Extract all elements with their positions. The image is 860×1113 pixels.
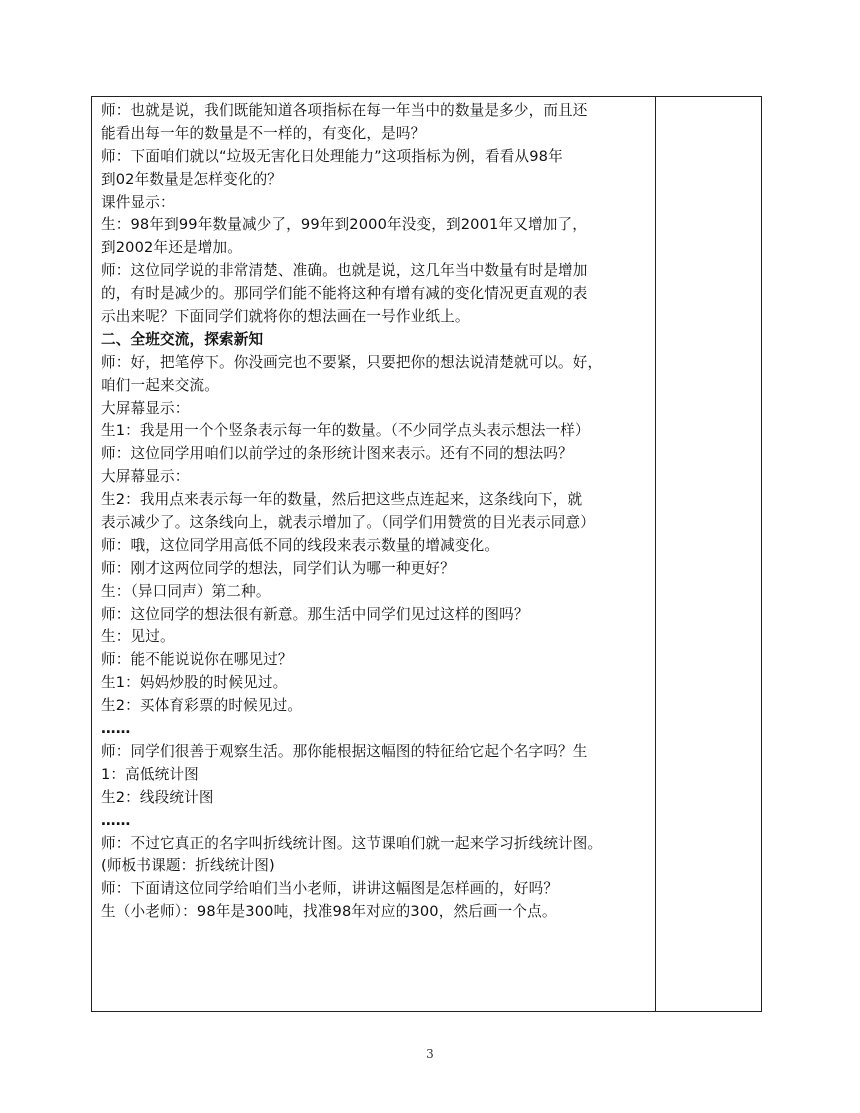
text-line: 师：同学们很善于观察生活。那你能根据这幅图的特征给它起个名字吗？生 [101, 742, 588, 760]
text-line: 生1：妈妈炒股的时候见过。 [101, 674, 288, 692]
column-divider [655, 96, 656, 1012]
text-line: 示出来呢？下面同学们就将你的想法画在一号作业纸上。 [101, 308, 470, 326]
text-line: 大屏幕显示： [101, 399, 190, 417]
text-line: 到2002年还是增加。 [101, 239, 242, 257]
text-line: 表示减少了。这条线向上，就表示增加了。（同学们用赞赏的目光表示同意） [101, 514, 595, 532]
text-line: 师：哦，这位同学用高低不同的线段来表示数量的增减变化。 [101, 536, 500, 554]
text-line: 到02年数量是怎样变化的？ [101, 170, 283, 188]
text-line: 生：（异口同声）第二种。 [101, 582, 271, 600]
section-heading-line: …… [101, 811, 131, 829]
text-line: 1：高低统计图 [101, 765, 199, 783]
text-line: 师：这位同学用咱们以前学过的条形统计图来表示。还有不同的想法吗？ [101, 445, 573, 463]
text-line: 生：98年到99年数量减少了，99年到2000年没变，到2001年又增加了， [101, 216, 587, 234]
text-line: 生2：线段统计图 [101, 788, 214, 806]
text-line: 师：这位同学的想法很有新意。那生活中同学们见过这样的图吗？ [101, 605, 529, 623]
text-line: 师：能不能说说你在哪见过？ [101, 651, 293, 669]
text-line: 咱们一起来交流。 [101, 376, 219, 394]
text-line: 师：下面请这位同学给咱们当小老师，讲讲这幅图是怎样画的，好吗？ [101, 880, 559, 898]
text-line: 生2：买体育彩票的时候见过。 [101, 697, 303, 715]
section-heading-line: 二、全班交流，探索新知 [101, 330, 264, 348]
text-line: 师：这位同学说的非常清楚、准确。也就是说，这几年当中数量有时是增加 [101, 262, 588, 280]
text-line: 能看出每一年的数量是不一样的，有变化，是吗？ [101, 124, 426, 142]
text-line: 生2：我用点来表示每一年的数量，然后把这些点连起来，这条线向下，就 [101, 491, 583, 509]
text-line: 的，有时是减少的。那同学们能不能将这种有增有减的变化情况更直观的表 [101, 285, 588, 303]
section-heading-line: …… [101, 720, 131, 738]
text-line: 大屏幕显示： [101, 468, 190, 486]
text-line: 师：也就是说，我们既能知道各项指标在每一年当中的数量是多少，而且还 [101, 102, 588, 119]
text-line: (师板书课题：折线统计图) [101, 857, 275, 875]
text-line: 师：刚才这两位同学的想法，同学们认为哪一种更好？ [101, 559, 455, 577]
text-line: 生1：我是用一个个竖条表示每一年的数量。（不少同学点头表示想法一样） [101, 422, 590, 440]
text-line: 生（小老师）：98年是300吨，找准98年对应的300，然后画一个点。 [101, 903, 557, 921]
text-line: 师：不过它真正的名字叫折线统计图。这节课咱们就一起来学习折线统计图。 [101, 834, 603, 852]
text-line: 师：下面咱们就以“垃圾无害化日处理能力”这项指标为例，看看从98年 [101, 147, 563, 165]
page-number: 3 [426, 1047, 434, 1061]
text-line: 师：好，把笔停下。你没画完也不要紧，只要把你的想法说清楚就可以。好， [101, 353, 603, 371]
lesson-text-cell [101, 100, 649, 924]
text-line: 生：见过。 [101, 628, 175, 646]
text-line: 课件显示： [101, 193, 175, 211]
